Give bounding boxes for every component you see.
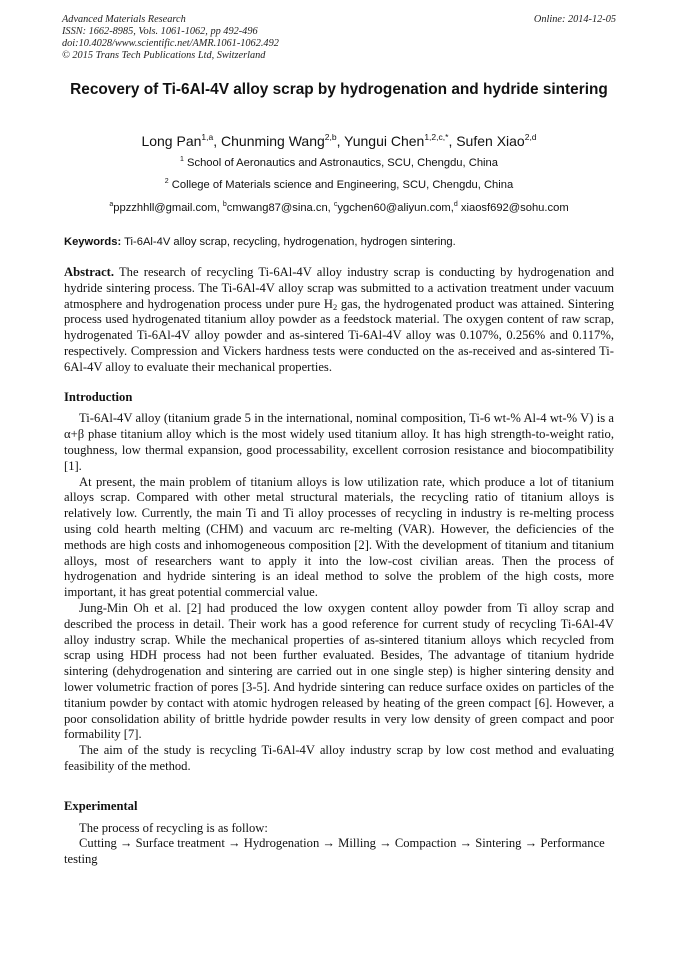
author-sup: 1,a xyxy=(201,132,214,142)
keywords-label: Keywords: xyxy=(64,236,122,248)
paper-title: Recovery of Ti-6Al-4V alloy scrap by hydrogenation and hydride sintering xyxy=(70,81,608,98)
body-paragraph: At present, the main problem of titanium alloys is low utilization rate, which produce a lot of titanium alloys scrap. Compared with other metal structural materials, the recycling ratio of titanium alloys is relatively low. Currently, the main Ti and Ti alloy processes of recycling in industry is re-melting process using cold hearth melting (CHM) and vacuum arc re-melting (VAR). However, the deficiencies of the methods are high costs and inhomogeneous composition [2]. With the development of titanium and titanium alloys, most of researchers want to apply it into the low-cost civilian areas. Then the process of hydrogenation and hydride sintering is an ideal method to solve the problem of the high costs, more important, it has great potential commercial value. xyxy=(64,474,614,600)
journal-name: Advanced Materials Research xyxy=(62,14,186,25)
keywords xyxy=(64,235,616,249)
abstract-label: Abstract. xyxy=(64,265,115,279)
author-list: Long Pan$^{1,a}$, Chunming Wang$^{2,b}$, Yungui Chen$^{1,2,c,*}$, Sufen Xiao$^{2,d}$ xyxy=(141,132,537,149)
doi-line[interactable]: doi:10.4028/www.scientific.net/AMR.1061-1062.492 xyxy=(62,38,279,49)
email-link[interactable]: cmwang87@sina.cn, xyxy=(226,202,334,214)
affiliation-2: $^2$ College of Materials science and Engineering, SCU, Chengdu, China xyxy=(164,178,514,191)
author-sup: 2,b xyxy=(324,132,337,142)
abstract: Abstract. The research of recycling Ti-6Al-4V alloy industry scrap is conducting by hydrogenation and hydride sintering process. The Ti-6Al-4V alloy scrap was submitted to a activation treatment under vacuum atmosphere and hydrogenation process under pure $H_2$ gas, the hydrogenated product was attained. Sintering process used hydrogenated titanium alloy powder as a feedstock material. The oxygen content of raw scrap, hydrogenated Ti-6Al-4V alloy powder and as-sintered Ti-6Al-4V alloy was 0.107%, 0.256% and 0.117%, respectively. Compression and Vickers hardness tests were conducted on the as-received and as-sintered Ti-6Al-4V alloy to evaluate their mechanical properties. xyxy=(64,265,614,374)
author-name: Long Pan xyxy=(141,133,202,149)
journal-header xyxy=(62,14,279,62)
body-paragraph: The process of recycling is as follow: xyxy=(79,820,268,835)
body-paragraph: Ti-6Al-4V alloy (titanium grade 5 in the international, nominal composition, Ti-6 wt-% Al-4 wt-% V) is a α+β phase titanium alloy which is the most widely used titanium alloy. It has high strength-to-weight ratio, toughness, low thermal expansion, good processability, excellent corrosion resistance and biocompatibility [1]. xyxy=(64,411,614,473)
process-flow: Cutting → Surface treatment → Hydrogenation → Milling → Compaction → Sintering → Performance testing xyxy=(64,836,605,867)
paper-body xyxy=(64,265,614,868)
section-heading-introduction: Introduction xyxy=(64,389,133,404)
email-link[interactable]: ygchen60@aliyun.com, xyxy=(337,202,454,214)
section-heading-experimental: Experimental xyxy=(64,798,138,813)
author-sup: 2,d xyxy=(524,132,537,142)
email-link[interactable]: ppzzhhll@gmail.com, xyxy=(113,202,223,214)
author-name: Chunming Wang xyxy=(221,133,325,149)
email-line: $^a$ppzzhhll@gmail.com, $^b$cmwang87@sina.cn, $^c$ygchen60@aliyun.com,$^d$ xiaosf692@sohu.com xyxy=(109,201,569,214)
author-name: Yungui Chen xyxy=(344,133,425,149)
body-paragraph: The aim of the study is recycling Ti-6Al-4V alloy industry scrap by low cost method and evaluating feasibility of the method. xyxy=(64,743,614,773)
keywords-text: Ti-6Al-4V alloy scrap, recycling, hydrogenation, hydrogen sintering. xyxy=(121,236,456,248)
author-sup: 1,2,c,* xyxy=(424,132,449,142)
affiliation-1: $^1$ School of Aeronautics and Astronautics, SCU, Chengdu, China xyxy=(180,156,498,169)
copyright-line: © 2015 Trans Tech Publications Ltd, Switzerland xyxy=(62,50,266,61)
email-link[interactable]: xiaosf692@sohu.com xyxy=(457,202,569,214)
body-paragraph: Jung-Min Oh et al. [2] had produced the low oxygen content alloy powder from Ti alloy scrap and described the process in detail. Their work has a good reference for current study of recycling Ti-6Al-4V alloy industry scrap. While the mechanical properties of as-sintered titanium alloys which recycled from scrap using HDH process had not been further evaluated. Besides, The advantage of titanium hydride sintering (dehydrogenation and sintering are carried out in one single step) is higher sintering density and lower volumetric fraction of pores [3-5]. And hydride sintering can reduce surface oxides on particles of the titanium powder by contact with atomic hydrogen released by heating of the green compact [6]. However, a poor consolidation ability of brittle hydride powder results in very low density of green compact and poor formability [7]. xyxy=(64,600,614,742)
online-date: Online: 2014-12-05 xyxy=(533,14,616,25)
issn-line: ISSN: 1662-8985, Vols. 1061-1062, pp 492-496 xyxy=(62,26,258,37)
author-name: Sufen Xiao xyxy=(456,133,525,149)
